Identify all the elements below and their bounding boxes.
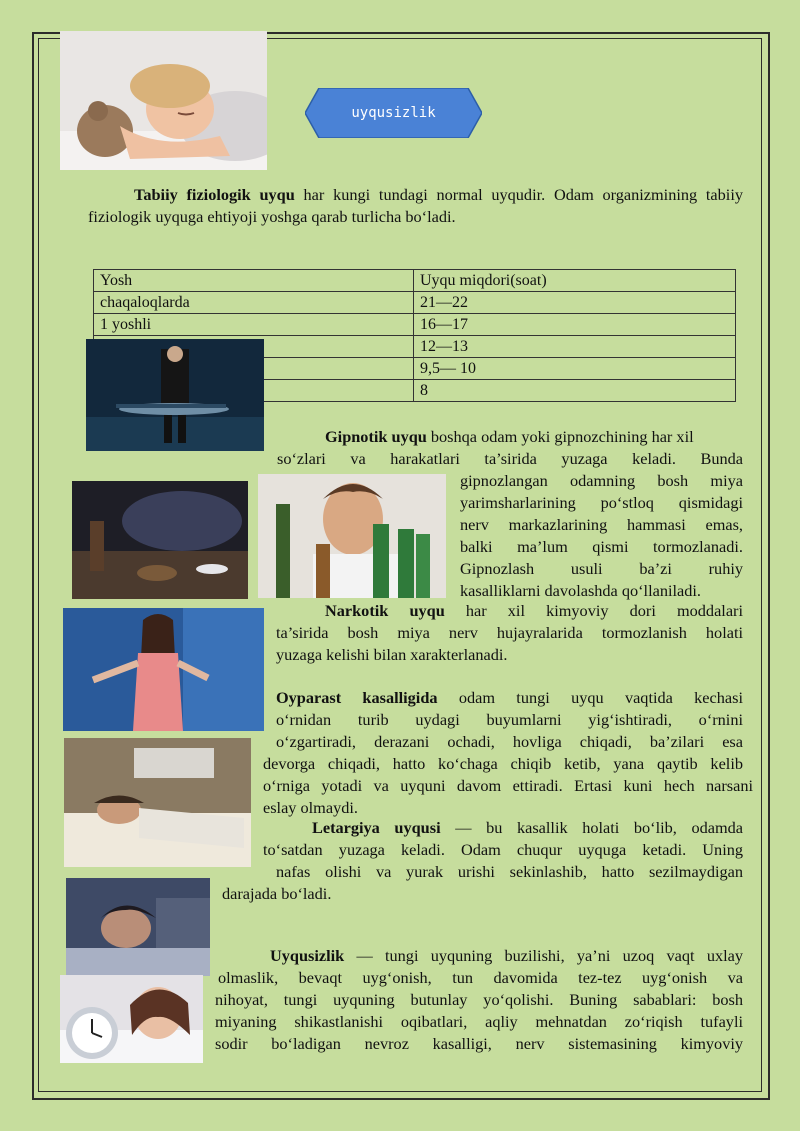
topic-badge [305, 88, 482, 138]
hospital-bed-photo [64, 738, 251, 867]
pills-photo [72, 481, 248, 599]
restless-sleeper-photo [66, 878, 210, 976]
hypnotic-term: Gipnotik uyqu [325, 427, 427, 446]
sleeping-child-photo [60, 31, 267, 170]
hypnotist-photo [86, 339, 264, 451]
table-cell: 9,5— 10 [414, 358, 736, 380]
sleepwalking-term: Oyparast kasalligida [276, 688, 438, 707]
table-cell: 12—13 [414, 336, 736, 358]
table-cell: chaqaloqlarda [94, 292, 414, 314]
table-cell: 1 yoshli [94, 314, 414, 336]
header-age: Yosh [94, 270, 414, 292]
table-row [94, 292, 736, 314]
lethargy-term: Letargiya uyqusi [312, 818, 441, 837]
table-row [94, 314, 736, 336]
intro-paragraph [88, 184, 743, 228]
table-cell: 16—17 [414, 314, 736, 336]
narcotic-term: Narkotik uyqu [325, 601, 445, 620]
tired-man-photo [258, 474, 446, 598]
table-cell: 8 [414, 380, 736, 402]
table-cell: 21—22 [414, 292, 736, 314]
sleepwalker-photo [63, 608, 264, 731]
topic-badge-label: uyqusizlik [351, 105, 436, 121]
header-hours: Uyqu miqdori(soat) [414, 270, 736, 292]
intro-text: har kungi tundagi normal uyqudir. Odam organizmining tabiiy fiziologik uyquga ehtiyoji yoshga qarab turlicha bo‘ladi. [88, 185, 743, 226]
alarm-clock-photo [60, 975, 203, 1063]
insomnia-term: Uyqusizlik [270, 946, 345, 965]
table-header-row [94, 270, 736, 292]
intro-term: Tabiiy fiziologik uyqu [134, 185, 295, 204]
